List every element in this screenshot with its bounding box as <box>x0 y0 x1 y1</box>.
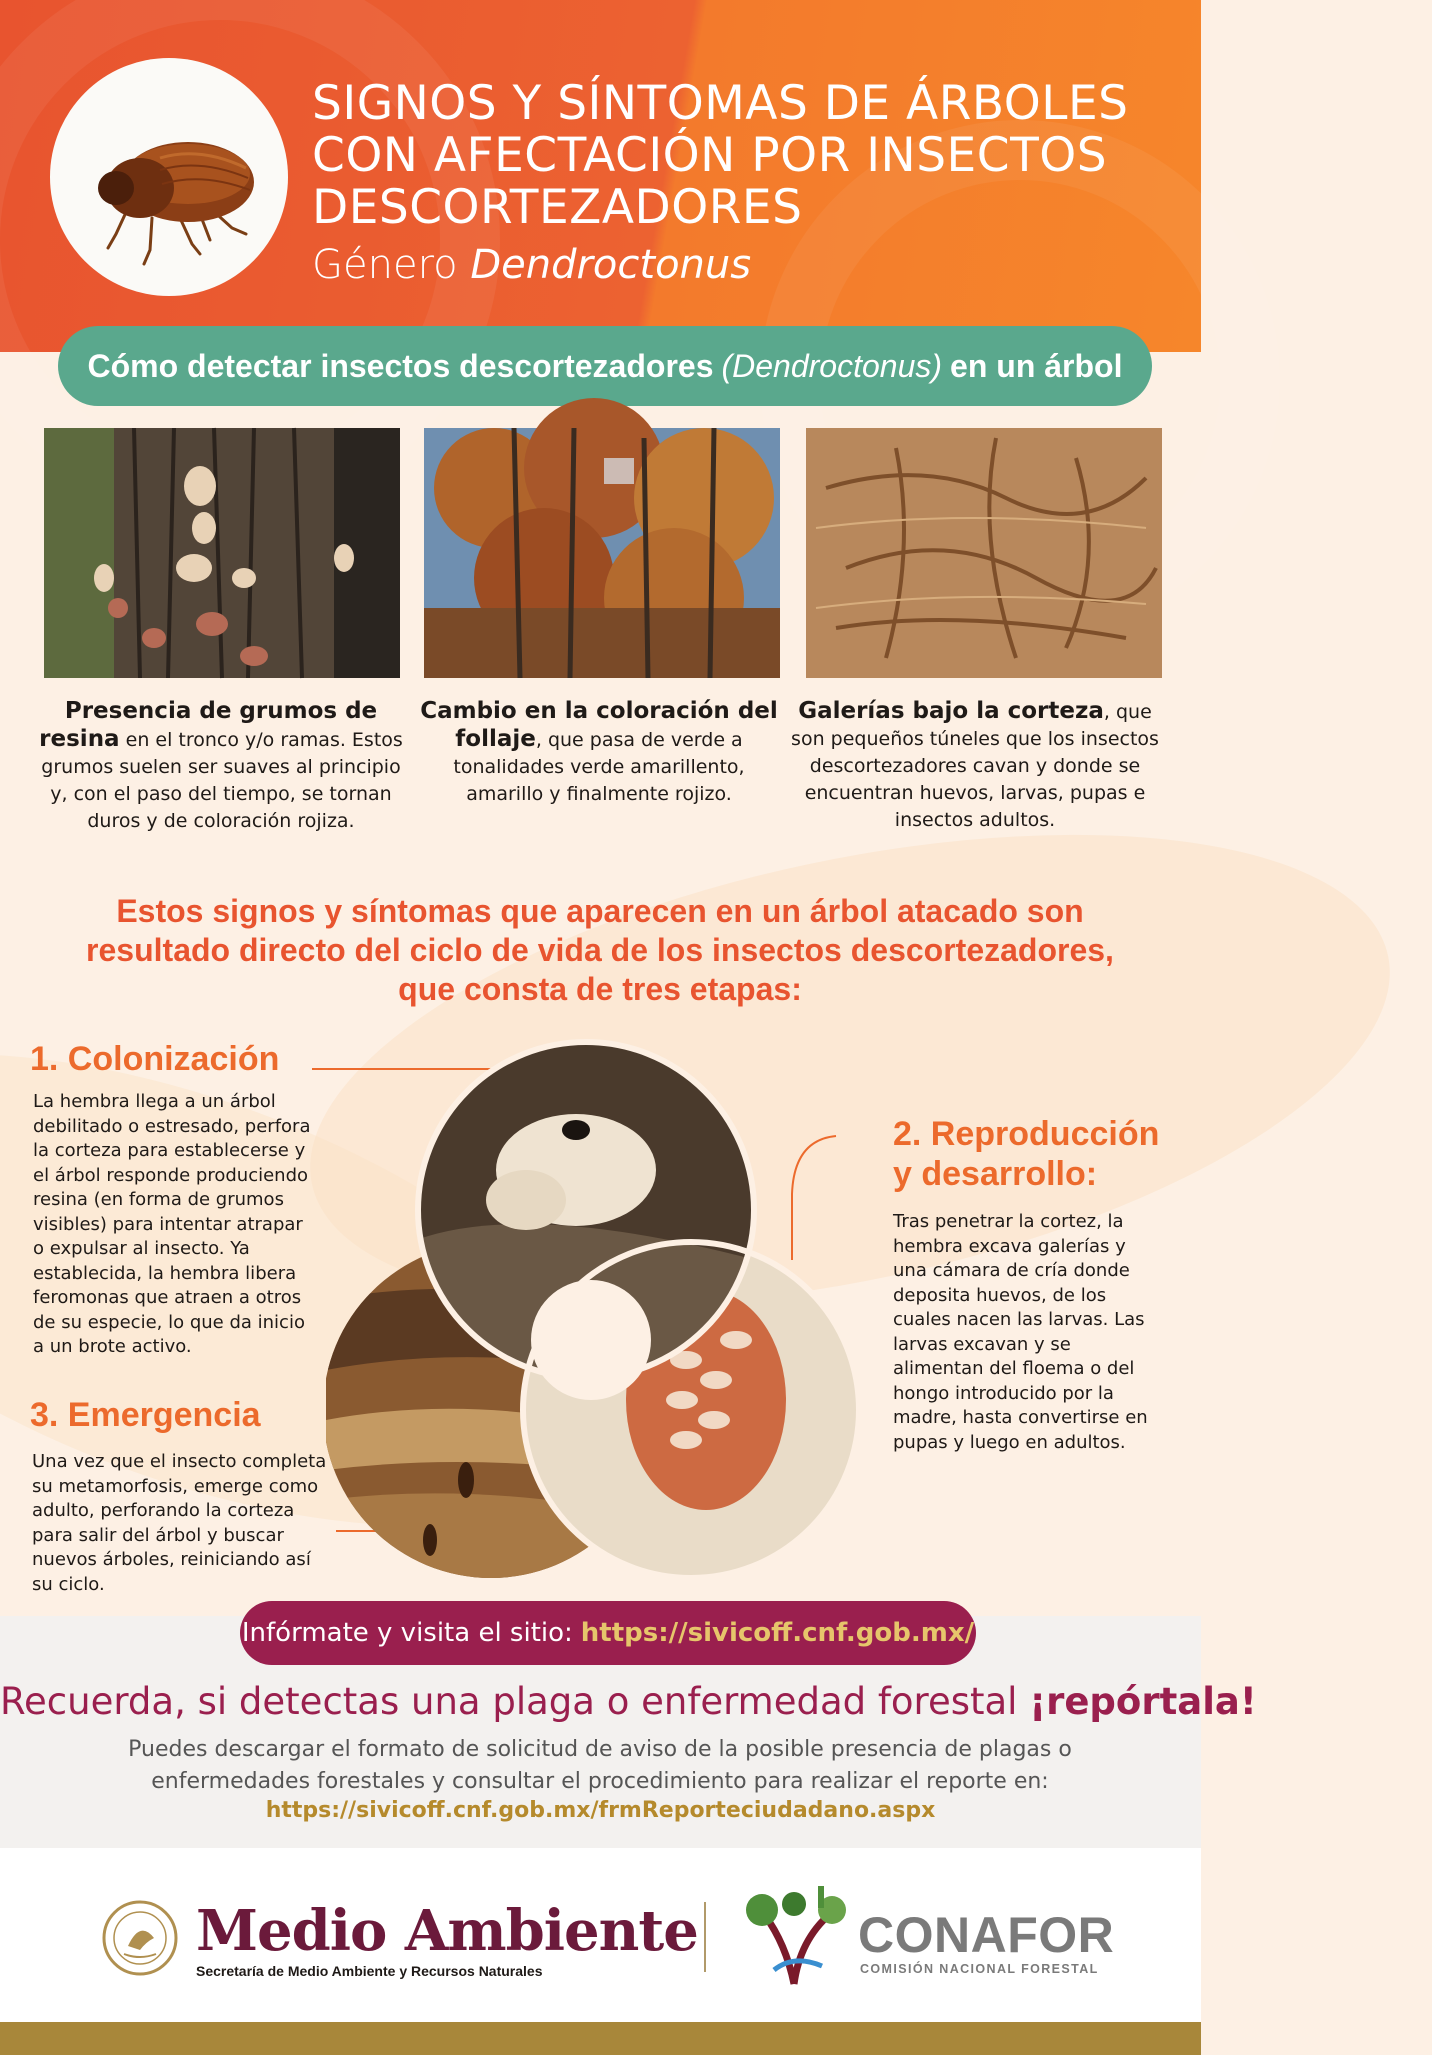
genus-prefix: Género <box>312 242 458 288</box>
stage-title: 1. Colonización <box>30 1040 280 1078</box>
report-description: Puedes descargar el formato de solicitud de aviso de la posible presencia de plagas o enfermedades forestales y consultar el procedimiento para realizar el reporte en: <box>128 1737 1072 1794</box>
sign-description: , que son pequeños túneles que los insectos descortezadores cavan y donde se encuentran huevos, larvas, pupas e insectos adultos. <box>791 701 1159 831</box>
report-heading-text: Recuerda, si detectas una plaga o enfermedad forestal <box>0 1680 1030 1723</box>
title-line: DESCORTEZADORES <box>312 180 803 235</box>
conafor-tree-icon <box>734 1884 854 1984</box>
sign-title: Galerías bajo la corteza <box>798 698 1104 724</box>
sign-title: Presencia de grumos de resina <box>39 698 378 752</box>
beetle-image <box>50 58 288 296</box>
footer-strip <box>0 2022 1201 2055</box>
agency-subtitle: COMISIÓN NACIONAL FORESTAL <box>860 1962 1099 1976</box>
report-heading <box>0 1680 1257 1723</box>
detect-heading-genus: (Dendroctonus) <box>721 347 943 384</box>
genus-subtitle <box>312 242 1172 288</box>
stage-title <box>893 1114 1183 1194</box>
ministry-subtitle: Secretaría de Medio Ambiente y Recursos Naturales <box>196 1963 543 1979</box>
info-banner <box>240 1601 976 1665</box>
ministry-name: Medio Ambiente <box>196 1898 698 1964</box>
title-line: CON AFECTACIÓN POR INSECTOS <box>312 128 1108 183</box>
galleries-photo <box>806 428 1162 678</box>
report-form-link[interactable]: https://sivicoff.cnf.gob.mx/frmReporteciudadano.aspx <box>265 1798 936 1823</box>
beetle-icon <box>50 58 288 296</box>
mexico-seal-icon <box>100 1898 180 1978</box>
report-emphasis: ¡repórtala! <box>1029 1680 1257 1723</box>
sivicoff-link[interactable]: https://sivicoff.cnf.gob.mx/ <box>580 1618 975 1648</box>
stage-title: 3. Emergencia <box>30 1396 261 1434</box>
lifecycle-intro: Estos signos y síntomas que aparecen en un árbol atacado son resultado directo del ciclo de vida de los insectos descortezadores, que consta de tres etapas: <box>86 893 1114 1007</box>
resin-photo <box>44 428 400 678</box>
stage-text: La hembra llega a un árbol debilitado o estresado, perfora la corteza para establecerse y el árbol responde produciendo resina (en forma de grumos visibles) para intentar atrapar o expulsar al insecto. Ya establecida, la hembra libera feromonas que atraen a otros de su especie, lo que da inicio a un brote activo. <box>33 1091 311 1357</box>
detect-heading-text: Cómo detectar insectos descortezadores <box>87 347 714 384</box>
agency-name: CONAFOR <box>858 1907 1115 1963</box>
sign-title: Cambio en la coloración del follaje <box>420 698 778 752</box>
info-label: Infórmate y visita el sitio: <box>241 1618 573 1648</box>
stage-title-text: 2. Reproducción y desarrollo: <box>893 1115 1160 1193</box>
sign-description: en el tronco y/o ramas. Estos grumos suelen ser suaves al principio y, con el paso del tiempo, se tornan duros y de coloración rojiza. <box>41 729 403 832</box>
genus-name: Dendroctonus <box>470 242 752 288</box>
detect-heading <box>58 326 1152 406</box>
sign-description: , que pasa de verde a tonalidades verde amarillento, amarillo y finalmente rojizo. <box>453 729 745 805</box>
sign-foliage <box>414 698 784 808</box>
footer-divider <box>704 1902 706 1972</box>
stage-text: Una vez que el insecto completa su metamorfosis, emerge como adulto, perforando la corteza para salir del árbol y buscar nuevos árboles, reiniciando así su ciclo. <box>32 1451 327 1595</box>
page-title <box>312 78 1172 288</box>
lifecycle-diagram <box>326 1040 886 1580</box>
sign-resin <box>36 698 406 835</box>
foliage-photo <box>424 428 780 678</box>
stage-text: Tras penetrar la cortez, la hembra excava galerías y una cámara de cría donde deposita huevos, de los cuales nacen las larvas. Las larvas excavan y se alimentan del floema o del hongo introducido por la madre, hasta convertirse en pupas y luego en adultos. <box>893 1211 1148 1453</box>
title-line: SIGNOS Y SÍNTOMAS DE ÁRBOLES <box>312 76 1129 131</box>
sign-galleries <box>790 698 1160 834</box>
detect-heading-end: en un árbol <box>950 347 1123 384</box>
